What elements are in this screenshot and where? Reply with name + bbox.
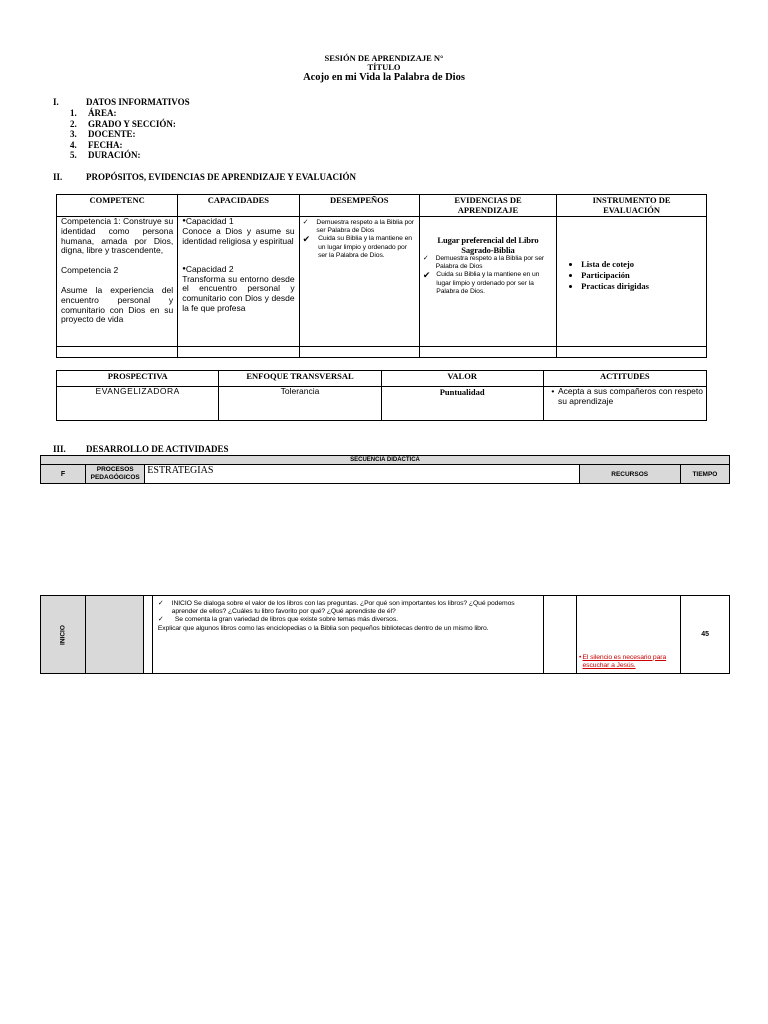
phase-label: INICIO: [59, 624, 67, 645]
header-valor: VALOR: [381, 371, 543, 387]
inicio-table: [40, 595, 730, 674]
col-procesos: PROCESOS PEDAGÓGICOS: [86, 465, 145, 484]
header-instrumento: INSTRUMENTO DE EVALUACIÓN: [557, 195, 707, 217]
enfoque-value: Tolerancia: [219, 387, 381, 421]
recurso-cell: [577, 596, 681, 674]
capacidad-1-title: ●Capacidad 1: [182, 216, 234, 227]
info-list: [70, 108, 176, 161]
header-evidencias: EVIDENCIAS DE APRENDIZAJE: [419, 195, 556, 217]
instrumento-item: • Practicas dirigidas: [581, 281, 706, 292]
instrumento-item: • Lista de cotejo: [581, 259, 706, 270]
actitudes-cell: [543, 387, 706, 421]
info-item-grado: 2. GRADO Y SECCIÓN:: [70, 118, 176, 129]
header-prospectiva: PROSPECTIVA: [57, 371, 219, 387]
col-recursos: RECURSOS: [579, 465, 680, 484]
strategy-text: Explicar que algunos libros como las enciclopedias o la Biblia son pequeños bibliotecas dentro de un mismo libro.: [157, 624, 489, 632]
check-icon: ✔: [302, 234, 311, 245]
evidencia-1: ✓ Demuestra respeto a la Biblia por ser Palabra de Dios: [422, 255, 545, 271]
evidencias-cell: [419, 217, 556, 347]
procesos-cell: [85, 596, 143, 674]
instrumentos-cell: [557, 217, 707, 347]
bullet-icon: •: [551, 386, 555, 396]
empty-cell: [544, 596, 577, 674]
capacidad-2-text: Transforma su entorno desde el encuentro personal y comunitario con Dios y desde la fe que profesa: [182, 273, 295, 313]
header-capacidades: CAPACIDADES: [178, 195, 299, 217]
header-actitudes: ACTITUDES: [543, 371, 706, 387]
capacidades-cell: [178, 217, 299, 347]
section-1-title: DATOS INFORMATIVOS: [86, 97, 190, 107]
check-icon: ✔: [422, 270, 431, 281]
section-3-number: III.: [53, 444, 66, 454]
instrumento-item: • Participación: [581, 270, 706, 281]
header-competencias: COMPETENC: [57, 195, 178, 217]
info-item-fecha: 4. FECHA:: [70, 139, 123, 150]
check-icon: ✓: [302, 219, 309, 226]
instrumentos-list: [565, 259, 706, 292]
competencia-2: Competencia 2: [61, 265, 119, 276]
empty-cell: [557, 347, 707, 358]
section-3-title: DESARROLLO DE ACTIVIDADES: [86, 444, 229, 454]
col-estrategias: ESTRATEGIAS: [145, 465, 579, 484]
empty-cell: [419, 347, 556, 358]
prospectiva-value: EVANGELIZADORA: [57, 387, 219, 421]
check-icon: ✓: [157, 600, 164, 607]
strategy-item-2: ✓ Se comenta la gran variedad de libros que existe sobre temas más diversos.: [157, 616, 398, 624]
desempeno-1: ✓ Demuestra respeto a la Biblia por ser Palabra de Dios: [302, 219, 414, 235]
phase-cell: [41, 596, 86, 674]
valor-value: Puntualidad: [381, 387, 543, 421]
session-number: SESIÓN DE APRENDIZAJE N°: [324, 53, 444, 63]
info-item-duracion: 5. DURACIÓN:: [70, 150, 141, 160]
desempenos-cell: [299, 217, 419, 347]
empty-cell: [299, 347, 419, 358]
section-1-number: I.: [53, 97, 59, 107]
col-tiempo: TIEMPO: [680, 465, 729, 484]
evidencia-2: ✔ Cuida su Biblia y la mantiene en un lugar limpio y ordenado por ser la Palabra de Dios.: [422, 270, 540, 295]
session-title: Acojo en mi Vida la Palabra de Dios: [303, 72, 465, 83]
strategy-cell: [152, 596, 544, 674]
empty-cell: [178, 347, 299, 358]
desempeno-2: ✔ Cuida su Biblia y la mantiene en un lugar limpio y ordenado por ser la Palabra de Dios.: [302, 234, 412, 259]
spacer-cell: [143, 596, 152, 674]
competencias-cell: [57, 217, 178, 347]
sequence-banner: SECUENCIA DIDÁCTICA: [41, 456, 730, 465]
capacidad-2-title: ●Capacidad 2: [182, 263, 234, 274]
recurso-item: • El silencio es necesario para escuchar a Jesús.: [579, 653, 667, 669]
competencia-1: Competencia 1: Construye su identidad como persona humana, amada por Dios, digna, libre y trascendente,: [61, 216, 174, 256]
tiempo-value: 45: [681, 596, 730, 674]
section-2-title: PROPÓSITOS, EVIDENCIAS DE APRENDIZAJE Y EVALUACIÓN: [86, 172, 357, 182]
capacidad-1-text: Conoce a Dios y asume su identidad religiosa y espiritual: [182, 225, 295, 246]
check-icon: ✓: [157, 616, 164, 624]
info-item-docente: 3. DOCENTE:: [70, 129, 136, 139]
purposes-table: [56, 194, 707, 358]
info-item-area: 1. ÁREA:: [70, 108, 117, 118]
sequence-header-table: [40, 455, 730, 484]
section-2-number: II.: [53, 172, 63, 182]
values-table: [56, 370, 707, 421]
strategy-item-1: ✓ INICIO Se dialoga sobre el valor de los libros con las preguntas. ¿Por qué son importantes los libros? ¿Qué podemos aprender de ellos? ¿Cuáles tu libro favorito por qué? ¿Qué aprendiste de él?: [157, 600, 515, 616]
evidencia-title: Lugar preferencial del Libro Sagrado-Biblia: [437, 235, 539, 255]
bullet-icon: •: [579, 653, 582, 661]
header-desempenos: DESEMPEÑOS: [299, 195, 419, 217]
actitud-item: • Acepta a sus compañeros con respeto su aprendizaje: [548, 387, 706, 407]
competencia-text: Asume la experiencia del encuentro personal y comunitario con Dios en su proyecto de vida: [61, 284, 174, 325]
col-f: F: [41, 465, 86, 484]
title-label: TÍTULO: [367, 62, 401, 72]
check-icon: ✓: [422, 255, 429, 262]
header-enfoque: ENFOQUE TRANSVERSAL: [219, 371, 381, 387]
empty-cell: [57, 347, 178, 358]
